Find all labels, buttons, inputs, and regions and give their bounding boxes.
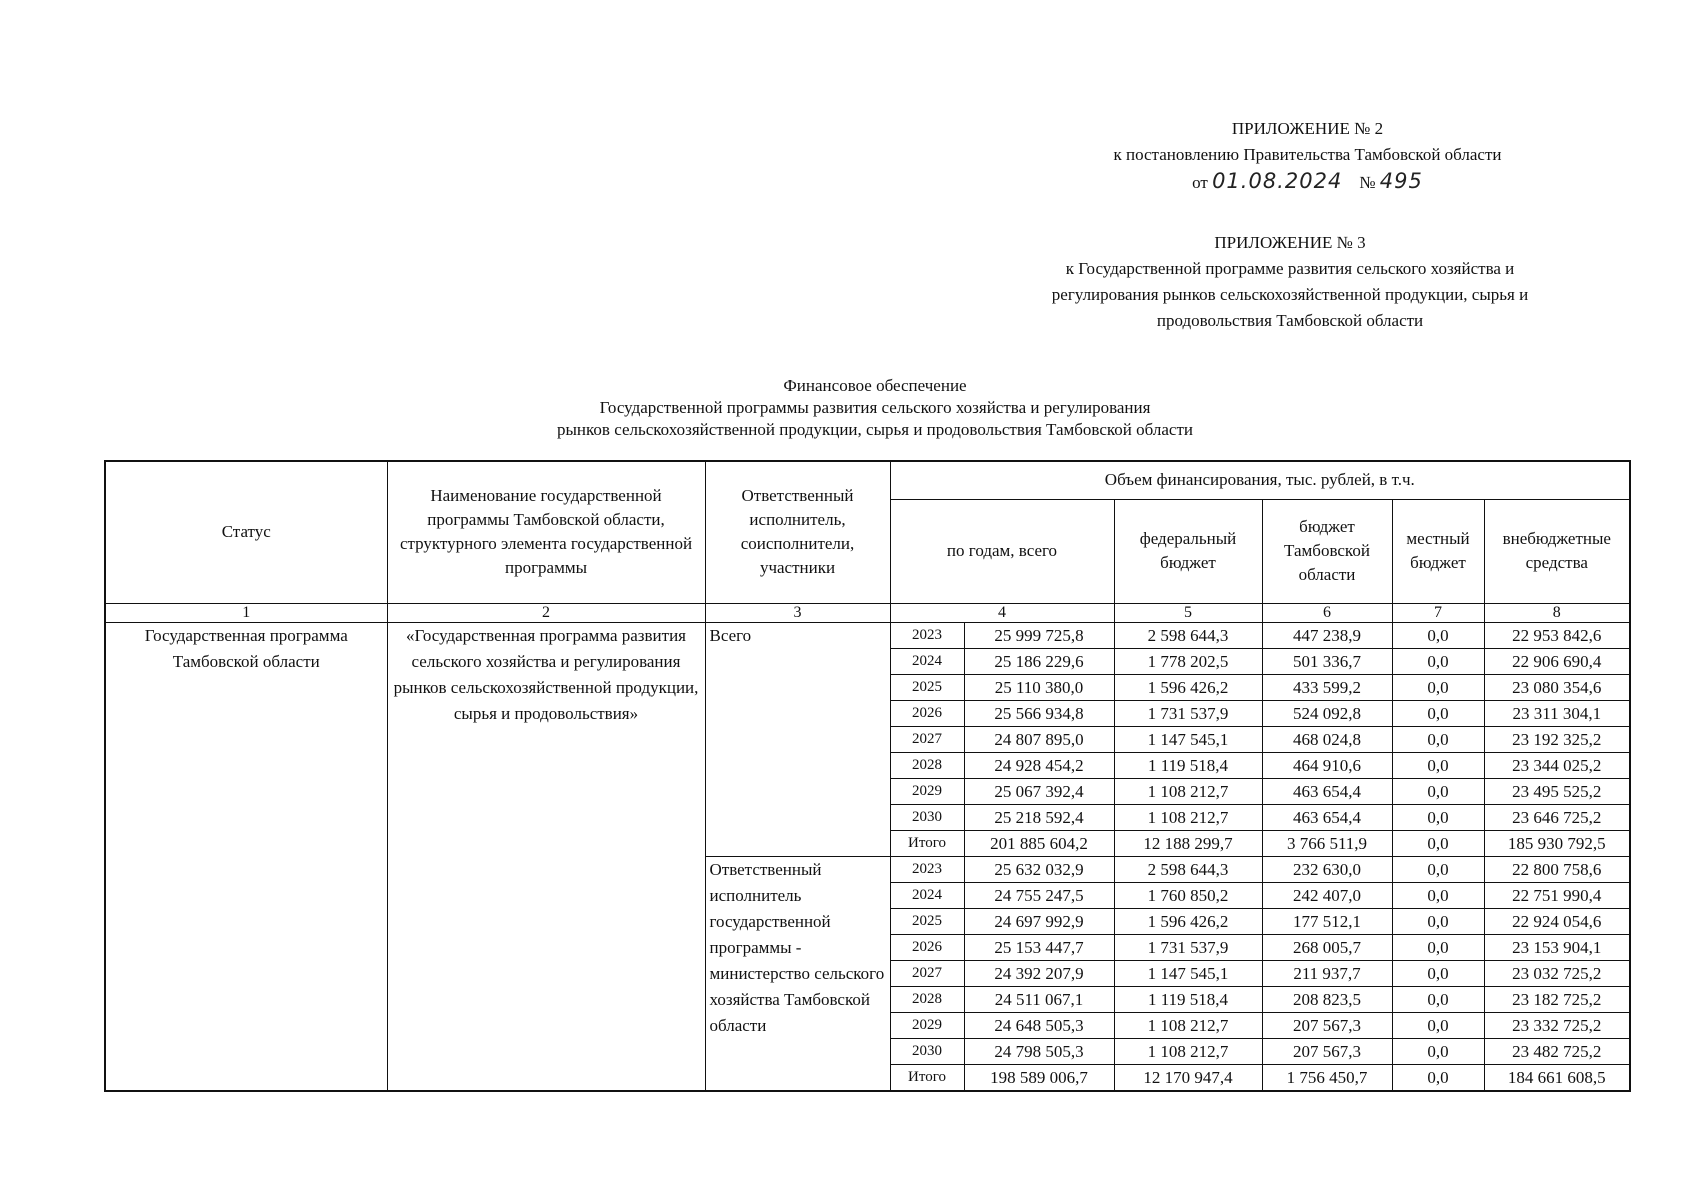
value-cell-regional: 3 766 511,9 [1262,830,1392,856]
index-cell: 2 [387,603,705,622]
value-cell-total: 24 511 067,1 [964,986,1114,1012]
value-cell-federal: 1 119 518,4 [1114,986,1262,1012]
value-cell-regional: 177 512,1 [1262,908,1392,934]
year-cell: 2026 [890,934,964,960]
year-cell: 2025 [890,908,964,934]
financing-table [104,460,1631,1092]
header-status: Статус [105,461,387,603]
value-cell-federal: 1 108 212,7 [1114,1038,1262,1064]
value-cell-total: 24 697 992,9 [964,908,1114,934]
value-cell-federal: 1 596 426,2 [1114,908,1262,934]
header-federal: федеральный бюджет [1114,499,1262,603]
year-cell: 2029 [890,778,964,804]
year-cell: 2026 [890,700,964,726]
appendix-2-subtitle: к постановлению Правительства Тамбовской области [1113,145,1502,164]
index-cell: 1 [105,603,387,622]
value-cell-total: 25 067 392,4 [964,778,1114,804]
value-cell-regional: 433 599,2 [1262,674,1392,700]
value-cell-total: 25 153 447,7 [964,934,1114,960]
value-cell-federal: 1 596 426,2 [1114,674,1262,700]
header-by-years: по годам, всего [890,499,1114,603]
value-cell-local: 0,0 [1392,752,1484,778]
document-title [400,375,1350,441]
value-cell-local: 0,0 [1392,778,1484,804]
year-cell: 2025 [890,674,964,700]
value-cell-federal: 1 108 212,7 [1114,1012,1262,1038]
value-cell-extra: 22 953 842,6 [1484,622,1630,648]
year-cell: Итого [890,830,964,856]
index-cell: 5 [1114,603,1262,622]
value-cell-local: 0,0 [1392,934,1484,960]
appendix-2-date-line [1030,168,1585,196]
year-cell: 2029 [890,1012,964,1038]
year-cell: 2028 [890,752,964,778]
header-extra: внебюджетные средства [1484,499,1630,603]
document-title-line: Финансовое обеспечение [783,376,967,395]
value-cell-federal: 2 598 644,3 [1114,856,1262,882]
value-cell-total: 24 392 207,9 [964,960,1114,986]
status-cell: Государственная программа Тамбовской области [105,622,387,1091]
value-cell-federal: 1 108 212,7 [1114,804,1262,830]
value-cell-total: 25 566 934,8 [964,700,1114,726]
appendix-3-title: ПРИЛОЖЕНИЕ № 3 [1214,233,1366,252]
value-cell-federal: 1 108 212,7 [1114,778,1262,804]
value-cell-extra: 23 192 325,2 [1484,726,1630,752]
value-cell-regional: 1 756 450,7 [1262,1064,1392,1091]
appendix-3-header [990,230,1590,334]
value-cell-regional: 463 654,4 [1262,804,1392,830]
year-cell: 2024 [890,882,964,908]
value-cell-federal: 1 731 537,9 [1114,700,1262,726]
document-title-line: рынков сельскохозяйственной продукции, сырья и продовольствия Тамбовской области [557,420,1193,439]
value-cell-total: 25 632 032,9 [964,856,1114,882]
value-cell-total: 24 798 505,3 [964,1038,1114,1064]
date-prefix: от [1192,173,1208,192]
handwritten-date: 01.08.2024 [1212,169,1343,193]
value-cell-regional: 242 407,0 [1262,882,1392,908]
number-prefix: № [1359,173,1376,192]
year-cell: 2023 [890,622,964,648]
year-cell: 2027 [890,726,964,752]
value-cell-total: 25 999 725,8 [964,622,1114,648]
program-name-cell: «Государственная программа развития сельского хозяйства и регулирования рынков сельскохозяйственной продукции, сырья и продовольствия» [387,622,705,1091]
value-cell-extra: 184 661 608,5 [1484,1064,1630,1091]
value-cell-local: 0,0 [1392,986,1484,1012]
value-cell-total: 198 589 006,7 [964,1064,1114,1091]
value-cell-local: 0,0 [1392,700,1484,726]
index-cell: 7 [1392,603,1484,622]
value-cell-local: 0,0 [1392,674,1484,700]
header-regional: бюджет Тамбовской области [1262,499,1392,603]
value-cell-extra: 22 906 690,4 [1484,648,1630,674]
value-cell-federal: 1 119 518,4 [1114,752,1262,778]
value-cell-federal: 12 188 299,7 [1114,830,1262,856]
value-cell-federal: 1 147 545,1 [1114,960,1262,986]
value-cell-total: 24 807 895,0 [964,726,1114,752]
header-name: Наименование государственной программы Тамбовской области, структурного элемента государственной программы [387,461,705,603]
executor-cell: Ответственный исполнитель государственной программы - министерство сельского хозяйства Тамбовской области [705,856,890,1091]
value-cell-local: 0,0 [1392,1012,1484,1038]
value-cell-local: 0,0 [1392,882,1484,908]
value-cell-federal: 1 760 850,2 [1114,882,1262,908]
value-cell-local: 0,0 [1392,804,1484,830]
value-cell-regional: 524 092,8 [1262,700,1392,726]
value-cell-regional: 463 654,4 [1262,778,1392,804]
executor-cell: Всего [705,622,890,856]
value-cell-extra: 23 153 904,1 [1484,934,1630,960]
value-cell-regional: 468 024,8 [1262,726,1392,752]
value-cell-extra: 23 332 725,2 [1484,1012,1630,1038]
appendix-3-line: продовольствия Тамбовской области [1156,311,1424,330]
year-cell: Итого [890,1064,964,1091]
index-cell: 6 [1262,603,1392,622]
value-cell-total: 24 755 247,5 [964,882,1114,908]
value-cell-local: 0,0 [1392,1064,1484,1091]
year-cell: 2028 [890,986,964,1012]
value-cell-total: 24 648 505,3 [964,1012,1114,1038]
value-cell-extra: 22 800 758,6 [1484,856,1630,882]
appendix-2-title: ПРИЛОЖЕНИЕ № 2 [1231,119,1384,138]
value-cell-extra: 23 080 354,6 [1484,674,1630,700]
value-cell-federal: 1 731 537,9 [1114,934,1262,960]
value-cell-extra: 23 646 725,2 [1484,804,1630,830]
value-cell-regional: 501 336,7 [1262,648,1392,674]
value-cell-extra: 23 311 304,1 [1484,700,1630,726]
value-cell-extra: 23 495 525,2 [1484,778,1630,804]
value-cell-federal: 1 147 545,1 [1114,726,1262,752]
value-cell-total: 25 110 380,0 [964,674,1114,700]
value-cell-federal: 2 598 644,3 [1114,622,1262,648]
header-volume: Объем финансирования, тыс. рублей, в т.ч. [890,461,1630,499]
value-cell-local: 0,0 [1392,856,1484,882]
value-cell-local: 0,0 [1392,960,1484,986]
appendix-3-line: регулирования рынков сельскохозяйственной продукции, сырья и [1051,285,1529,304]
value-cell-total: 24 928 454,2 [964,752,1114,778]
value-cell-regional: 268 005,7 [1262,934,1392,960]
year-cell: 2027 [890,960,964,986]
header-executor: Ответственный исполнитель, соисполнители, участники [705,461,890,603]
value-cell-total: 25 186 229,6 [964,648,1114,674]
value-cell-federal: 12 170 947,4 [1114,1064,1262,1091]
value-cell-regional: 207 567,3 [1262,1038,1392,1064]
value-cell-regional: 232 630,0 [1262,856,1392,882]
handwritten-number: 495 [1379,169,1423,193]
value-cell-total: 25 218 592,4 [964,804,1114,830]
value-cell-total: 201 885 604,2 [964,830,1114,856]
value-cell-local: 0,0 [1392,830,1484,856]
value-cell-local: 0,0 [1392,648,1484,674]
value-cell-extra: 185 930 792,5 [1484,830,1630,856]
value-cell-regional: 208 823,5 [1262,986,1392,1012]
value-cell-local: 0,0 [1392,726,1484,752]
value-cell-extra: 22 924 054,6 [1484,908,1630,934]
document-title-line: Государственной программы развития сельского хозяйства и регулирования [599,398,1151,417]
value-cell-extra: 22 751 990,4 [1484,882,1630,908]
appendix-2-header [1030,116,1585,196]
index-cell: 4 [890,603,1114,622]
year-cell: 2030 [890,804,964,830]
index-cell: 3 [705,603,890,622]
value-cell-regional: 464 910,6 [1262,752,1392,778]
index-cell: 8 [1484,603,1630,622]
value-cell-local: 0,0 [1392,1038,1484,1064]
value-cell-local: 0,0 [1392,908,1484,934]
appendix-3-line: к Государственной программе развития сельского хозяйства и [1065,259,1515,278]
header-local: местный бюджет [1392,499,1484,603]
year-cell: 2024 [890,648,964,674]
value-cell-extra: 23 344 025,2 [1484,752,1630,778]
value-cell-local: 0,0 [1392,622,1484,648]
year-cell: 2030 [890,1038,964,1064]
table-row [105,622,1630,648]
value-cell-extra: 23 032 725,2 [1484,960,1630,986]
value-cell-regional: 447 238,9 [1262,622,1392,648]
value-cell-extra: 23 182 725,2 [1484,986,1630,1012]
year-cell: 2023 [890,856,964,882]
value-cell-regional: 207 567,3 [1262,1012,1392,1038]
value-cell-federal: 1 778 202,5 [1114,648,1262,674]
value-cell-extra: 23 482 725,2 [1484,1038,1630,1064]
value-cell-regional: 211 937,7 [1262,960,1392,986]
